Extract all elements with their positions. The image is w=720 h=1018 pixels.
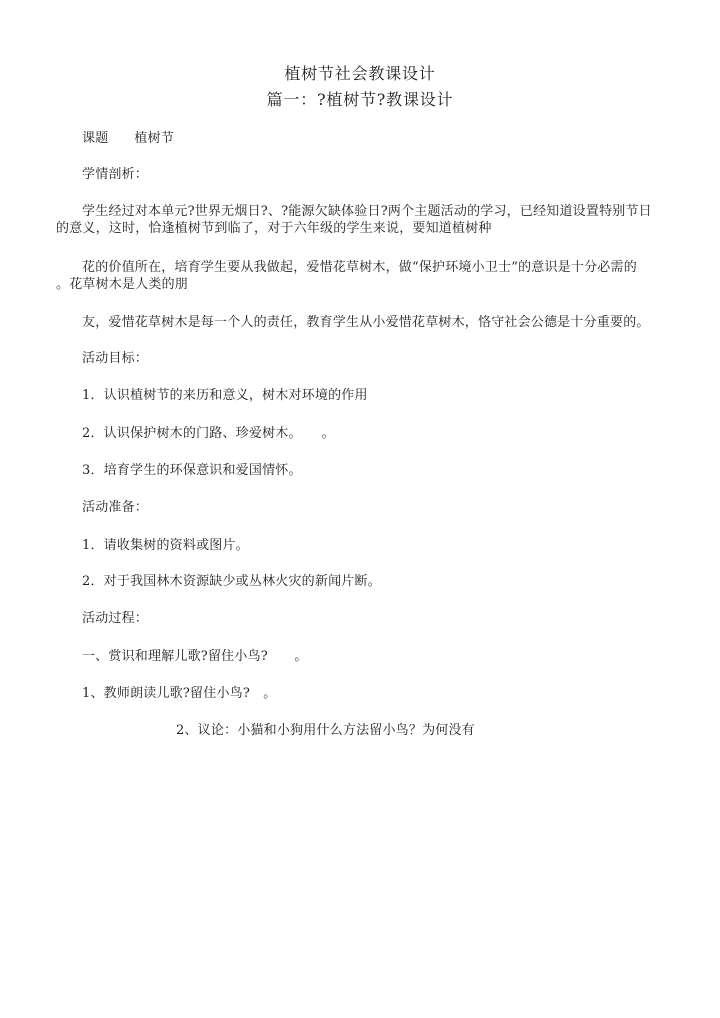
situation-paragraph-2-line-2: 。花草树木是人类的朋 — [56, 277, 189, 292]
situation-paragraph-1-line-1: 学生经过对本单元?世界无烟日?、?能源欠缺体验日?两个主题活动的学习，已经知道设置特别节日 — [82, 204, 652, 219]
course-row — [82, 130, 174, 148]
situation-paragraph-2-line-1: 花的价值所在，培育学生要从我做起，爱惜花草树木，做“保护环境小卫士”的意识是十分必需的 — [82, 260, 637, 275]
goal-item: 3．培育学生的环保意识和爱国情怀。 — [82, 463, 302, 478]
process-step: 1、教师朗读儿歌?留住小鸟? 。 — [82, 686, 277, 701]
document-subtitle: 篇一：?植树节?教课设计 — [266, 90, 454, 109]
course-value: 植树节 — [134, 131, 175, 146]
goal-item: 2．认识保护树木的门路、珍爱树木。 。 — [82, 426, 335, 441]
process-heading: 活动过程： — [82, 611, 149, 626]
goal-item: 1．认识植树节的来历和意义，树木对环境的作用 — [82, 388, 368, 403]
goals-heading: 活动目标： — [82, 351, 149, 366]
course-label: 课题 — [82, 131, 109, 146]
situation-paragraph-1-line-2: 的意义，这时，恰逢植树节到临了，对于六年级的学生来说，要知道植树种 — [56, 221, 492, 236]
situation-heading: 学情剖析： — [82, 167, 149, 182]
process-step: 2、议论：小猫和小狗用什么方法留小鸟？为何没有 — [176, 723, 475, 738]
preparation-item: 2．对于我国林木资源缺少或丛林火灾的新闻片断。 — [82, 574, 381, 589]
preparation-heading: 活动准备： — [82, 500, 149, 515]
document-title: 植树节社会教课设计 — [284, 64, 436, 83]
preparation-item: 1．请收集树的资料或图片。 — [82, 538, 249, 553]
process-step: 一、赏识和理解儿歌?留住小鸟? 。 — [82, 649, 308, 664]
situation-paragraph-3: 友，爱惜花草树木是每一个人的责任，教育学生从小爱惜花草树木，恪守社会公德是十分重要的。 — [82, 315, 650, 330]
